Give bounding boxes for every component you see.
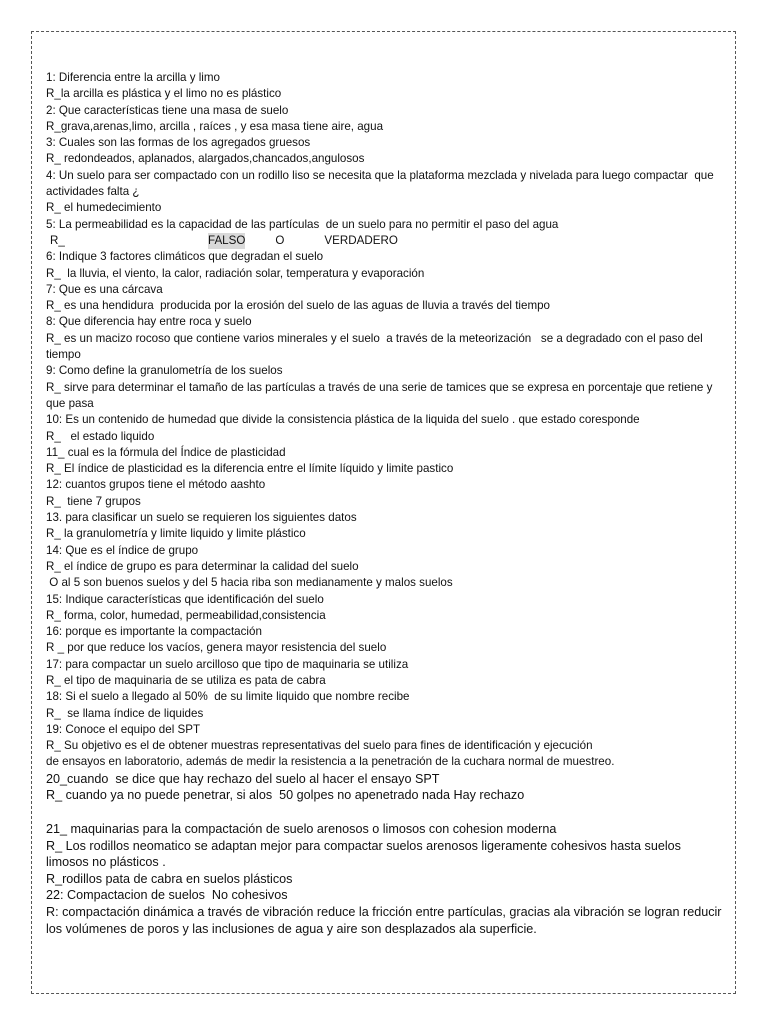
answer-19: R_ Su objetivo es el de obtener muestras representativas del suelo para fines de identificación y ejecución [46,739,593,753]
answer-18: R_ se llama índice de liquides [46,706,204,720]
question-10: 10: Es un contenido de humedad que divide la consistencia plástica de la liquida del suelo . que estado coresponde [46,413,640,427]
answer-17: R_ el tipo de maquinaria de se utiliza es pata de cabra [46,673,326,687]
spacer [46,804,722,821]
answer-2: R_grava,arenas,limo, arcilla , raíces , y esa masa tiene aire, agua [46,119,384,133]
question-18: 18: Si el suelo a llegado al 50% de su limite liquido que nombre recibe [46,690,410,704]
answer-7: R_ es una hendidura producida por la erosión del suelo de las aguas de lluvia a través del tiempo [46,299,551,313]
question-22: 22: Compactacion de suelos No cohesivos [46,888,288,903]
tf-option-true: VERDADERO [324,233,398,247]
question-11: 11_ cual es la fórmula del Índice de plasticidad [46,445,286,459]
answer-19-continued: de ensayos en laboratorio, además de medir la resistencia a la penetración de la cuchara normal de muestreo. [46,755,615,769]
answer-6: R_ la lluvia, el viento, la calor, radiación solar, temperatura y evaporación [46,266,425,280]
tf-prefix: R_ [50,233,65,247]
tf-connector: O [275,233,285,247]
question-9: 9: Como define la granulometría de los suelos [46,364,283,378]
answer-13: R_ la granulometría y limite liquido y limite plástico [46,527,306,541]
answer-10: R_ el estado liquido [46,429,155,443]
question-21: 21_ maquinarias para la compactación de suelo arenosos o limosos con cohesion moderna [46,821,557,836]
answer-21a: R_ Los rodillos neomatico se adaptan mejor para compactar suelos arenosos ligeramente cohesivos hasta suelos limosos no plásticos . [46,838,685,870]
answer-11: R_ El índice de plasticidad es la diferencia entre el límite líquido y limite pastico [46,462,454,476]
answer-3: R_ redondeados, aplanados, alargados,chancados,angulosos [46,152,365,166]
question-20: 20_cuando se dice que hay rechazo del suelo al hacer el ensayo SPT [46,771,440,786]
answer-21b: R_rodillos pata de cabra en suelos plásticos [46,871,293,886]
question-1: 1: Diferencia entre la arcilla y limo [46,71,220,84]
answer-4: R_ el humedecimiento [46,201,162,215]
question-15: 15: Indique características que identificación del suelo [46,592,324,606]
question-3: 3: Cuales son las formas de los agregados gruesos [46,136,311,150]
question-2: 2: Que características tiene una masa de suelo [46,103,289,117]
question-4: 4: Un suelo para ser compactado con un rodillo liso se necesita que la plataforma mezclada y nivelada para luego compactar que actividades falta ¿ [46,168,724,199]
answer-12: R_ tiene 7 grupos [46,494,141,508]
answer-8: R_ es un macizo rocoso que contiene varios minerales y el suelo a través de la meteorización se a degradado con el paso del tiempo [46,331,706,362]
answer-22: R: compactación dinámica a través de vibración reduce la fricción entre partículas, gracias ala vibración se logran reducir los volúmenes de poros y las inclusiones de agua y aire son desplazados ala superficie. [46,904,725,936]
question-16: 16: porque es importante la compactación [46,625,262,639]
answer-5-true-false [46,233,722,249]
tf-option-false: FALSO [208,233,245,249]
answer-15: R_ forma, color, humedad, permeabilidad,consistencia [46,608,326,622]
question-12: 12: cuantos grupos tiene el método aashto [46,478,266,492]
answer-14-continued: O al 5 son buenos suelos y del 5 hacia riba son medianamente y malos suelos [46,576,453,590]
question-6: 6: Indique 3 factores climáticos que degradan el suelo [46,250,324,264]
question-7: 7: Que es una cárcava [46,282,163,296]
question-17: 17: para compactar un suelo arcilloso que tipo de maquinaria se utiliza [46,657,409,671]
document-body [46,70,725,937]
question-8: 8: Que diferencia hay entre roca y suelo [46,315,252,329]
question-13: 13. para clasificar un suelo se requieren los siguientes datos [46,511,357,525]
answer-9: R_ sirve para determinar el tamaño de las partículas a través de una serie de tamices que se expresa en porcentaje que retiene y que pasa [46,380,716,410]
answer-16: R _ por que reduce los vacíos, genera mayor resistencia del suelo [46,641,387,655]
answer-20: R_ cuando ya no puede penetrar, si alos 50 golpes no apenetrado nada Hay rechazo [46,788,525,803]
answer-14: R_ el índice de grupo es para determinar la calidad del suelo [46,559,359,573]
answer-1: R_la arcilla es plástica y el limo no es plástico [46,87,282,101]
question-5: 5: La permeabilidad es la capacidad de las partículas de un suelo para no permitir el paso del agua [46,217,559,231]
question-14: 14: Que es el índice de grupo [46,543,199,557]
question-19: 19: Conoce el equipo del SPT [46,722,201,736]
